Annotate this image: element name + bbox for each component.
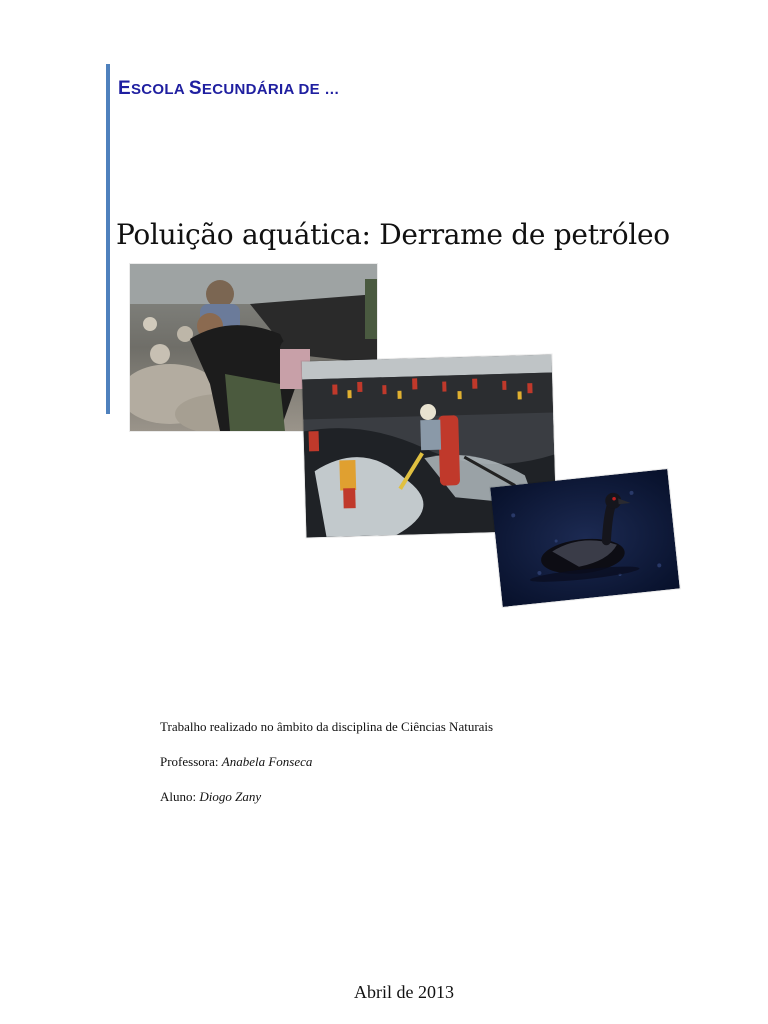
document-title: Poluição aquática: Derrame de petróleo [116, 218, 670, 251]
student-label: Aluno: [160, 789, 200, 804]
document-info [160, 718, 493, 823]
teacher-label: Professora: [160, 754, 222, 769]
school-word1: SCOLA [130, 81, 189, 98]
oiled-bird-photo [490, 469, 680, 607]
school-initial: E [118, 78, 131, 99]
subject-line: Trabalho realizado no âmbito da disciplina de Ciências Naturais [160, 719, 494, 734]
document-date: Abril de 2013 [354, 982, 454, 1002]
school-initial-2: S [188, 78, 202, 99]
teacher-line [160, 753, 493, 771]
student-line [160, 788, 493, 806]
student-name: Diogo Zany [199, 789, 262, 804]
accent-rule [106, 64, 110, 414]
teacher-name: Anabela Fonseca [221, 754, 313, 769]
school-word2: ECUNDÁRIA DE … [201, 81, 340, 98]
school-name [118, 78, 340, 100]
